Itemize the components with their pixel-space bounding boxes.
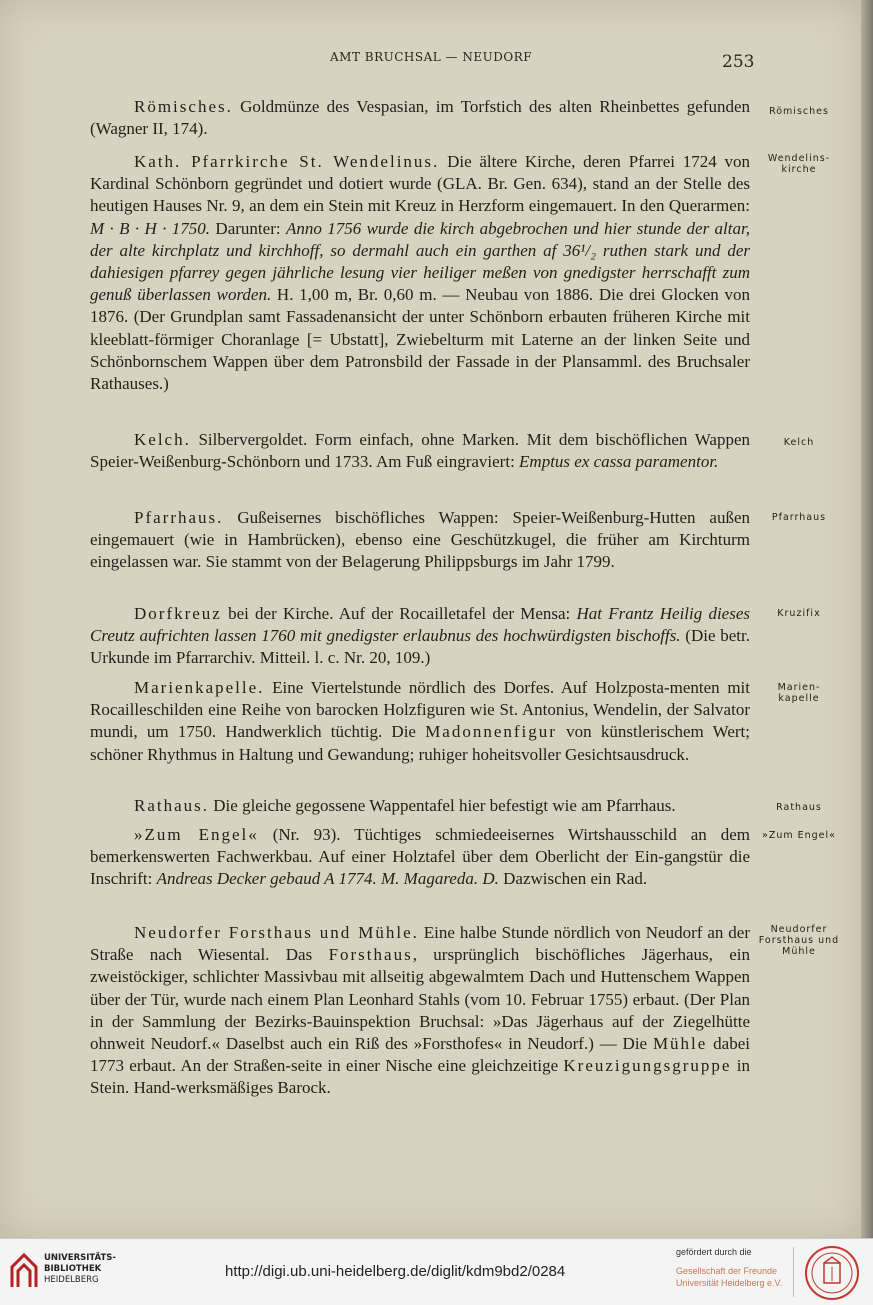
text-run: Goldmünze des Vespasian, im Torfstich des alten Rheinbettes gefunden (Wagner II, 174).: [90, 97, 750, 139]
italic-run: Anno 1756 wurde die kirch abgebrochen und hier stunde der altar, der alte kirchplatz und kirchhoff, so dermahl auch ein garthen af 36¹/₂ ruthen stark und der dahiesigen pfarrey gegen jährliche lesung vier heiliger meßen von gnedigster herrschafft zum genuß überlassen worden.: [90, 218, 750, 305]
spaced-run: Kath. Pfarrkirche St. Wendelinus.: [134, 152, 440, 171]
society-name: [676, 1265, 782, 1289]
text-run: (Die betr. Urkunde im Pfarrarchiv. Mitteil. l. c. Nr. 20, 109.): [90, 626, 750, 668]
funded-by-text: gefördert durch die: [676, 1247, 752, 1257]
italic-run: Andreas Decker gebaud A 1774. M. Magareda. D.: [156, 869, 499, 889]
text-run: Dazwischen ein Rad.: [498, 869, 648, 889]
italic-run: Emptus ex cassa paramentor.: [519, 452, 719, 472]
library-name: [44, 1253, 116, 1286]
library-name-line1: UNIVERSITÄTS-: [44, 1253, 116, 1263]
spaced-run: Forsthaus: [328, 945, 413, 965]
text-run: dabei 1773 erbaut. An der Straßen-seite in einer Nische eine gleichzeitige: [90, 1034, 750, 1076]
text-run: von künstlerischem Wert; schöner Rhythmus in Haltung und Gewandung; ruhiger hoheitsvoller Gesichtsausdruck.: [90, 722, 751, 764]
text-run: in Stein. Hand-werksmäßiges Barock.: [90, 1056, 750, 1098]
spaced-run: Römisches.: [134, 97, 233, 116]
library-name-line2: BIBLIOTHEK: [44, 1264, 102, 1274]
text-run: Gußeisernes bischöfliches Wappen: Speier-Weißenburg-Hutten außen eingemauert (wie in Hambrücken), ebenso eine Geschützkugel, die früher am Kirchturm eingelassen war. Sie stammt von der Belagerung Philippsburgs im Jahr 1799.: [90, 508, 750, 572]
text-run: bei der Kirche. Auf der Rocailletafel der Mensa:: [221, 604, 577, 623]
spaced-run: Mühle: [652, 1034, 708, 1054]
margin-note-forsthaus: Neudorfer Forsthaus und Mühle: [758, 924, 840, 957]
italic-run: M · B · H · 1750.: [90, 218, 211, 238]
society-name-line2: Universität Heidelberg e.V.: [676, 1278, 783, 1288]
university-seal-icon[interactable]: [804, 1245, 860, 1301]
footer-divider: [793, 1247, 794, 1297]
university-library-logo-icon[interactable]: [10, 1253, 38, 1289]
margin-note-kelch: Kelch: [783, 437, 815, 448]
spaced-run: Marienkapelle.: [134, 678, 265, 697]
margin-note-zum-engel: »Zum Engel«: [762, 830, 836, 841]
paragraph-rathaus: [90, 795, 750, 817]
spaced-run: Neudorfer Forsthaus und Mühle.: [134, 923, 419, 942]
library-name-line3: HEIDELBERG: [44, 1275, 99, 1285]
paragraph-forsthaus: [90, 922, 750, 1100]
margin-note-wendelinskirche: Wendelins-kirche: [767, 153, 831, 175]
paragraph-zum-engel: [90, 824, 750, 891]
margin-note-marienkapelle: Marien-kapelle: [777, 682, 821, 704]
spaced-run: Madonnenfigur: [425, 722, 557, 742]
text-run: Eine Viertelstunde nördlich des Dorfes. Auf Holzposta-menten mit Rocailleschilden eine Reihe von barocken Holzfiguren wie St. Antonius, Wendelin, der Salvator mundi, um 1750. Handwerklich tüchtig. Die: [90, 678, 750, 742]
text-run: Die ältere Kirche, deren Pfarrei 1724 von Kardinal Schönborn gegründet und dotiert wurde (GLA. Br. Gen. 634), stand an der Stelle des heutigen Hauses Nr. 9, an dem ein Stein mit Kreuz in Herzform eingemauert. In den Querarmen:: [90, 152, 751, 216]
margin-note-pfarrhaus: Pfarrhaus: [771, 512, 827, 523]
spaced-run: Kelch.: [134, 430, 191, 449]
running-head: AMT BRUCHSAL — NEUDORF: [330, 50, 533, 64]
society-name-line1: Gesellschaft der Freunde: [676, 1266, 778, 1276]
paragraph-pfarrkirche: [90, 151, 750, 395]
footer-bar: [0, 1238, 873, 1305]
spaced-run: Pfarrhaus.: [134, 508, 224, 527]
paragraph-kelch: [90, 429, 750, 473]
text-run: , ursprünglich bischöfliches Jägerhaus, ein zweistöckiger, schlichter Massivbau mit allseitig abgewalmtem Dach und Huttenschem Wappen über der Tür, wurde nach einem Plan Leonhard Stahls (vom 10. Februar 1755) erbaut. (Der Plan in der Sammlung der Bezirks-Bauinspektion Bruchsal: »Das Jägerhaus auf der Ziegelhütte ohnweit Neudorf.« Daselbst auch ein Riß des »Forsthofes« in Neudorf.) — Die: [90, 945, 750, 1054]
paragraph-roemisches: [90, 96, 750, 140]
italic-run: Hat Frantz Heilig dieses Creutz aufrichten lassen 1760 mit gnedigster erlaubnus des hochwürdigsten bischoffs.: [90, 604, 750, 646]
document-url-link[interactable]: http://digi.ub.uni-heidelberg.de/diglit/kdm9bd2/0284: [225, 1263, 566, 1280]
text-run: Darunter:: [210, 218, 286, 238]
paragraph-dorfkreuz: [90, 603, 750, 670]
text-run: Die gleiche gegossene Wappentafel hier befestigt wie am Pfarrhaus.: [209, 796, 676, 815]
text-run: H. 1,00 m, Br. 0,60 m. — Neubau von 1886. Die drei Glocken von 1876. (Der Grundplan samt Fassadenansicht der unter Schönborn erbauten früheren Kirche mit kleeblatt-förmiger Choranlage [= Ubstatt], Zwiebelturm mit Laterne an der linken Seite und Schönbornschem Wappen über dem Patronsbild der Fassade in der Plansamml. des Bruchsaler Rathauses.): [90, 285, 751, 394]
page-edge-shadow: [861, 0, 873, 1238]
paragraph-marienkapelle: [90, 677, 750, 766]
margin-note-roemisches: Römisches: [769, 106, 829, 117]
text-run: Silbervergoldet. Form einfach, ohne Marken. Mit dem bischöflichen Wappen Speier-Weißenburg-Schönborn und 1733. Am Fuß eingraviert:: [90, 430, 750, 472]
spaced-run: Rathaus.: [134, 796, 210, 815]
text-run: Eine halbe Stunde nördlich von Neudorf an der Straße nach Wiesental. Das: [90, 923, 750, 965]
margin-note-rathaus: Rathaus: [776, 802, 822, 813]
spaced-run: »Zum Engel«: [134, 825, 259, 844]
spaced-run: Dorfkreuz: [134, 604, 222, 623]
margin-note-kruzifix: Kruzifix: [777, 608, 821, 619]
paragraph-pfarrhaus: [90, 507, 750, 574]
text-run: (Nr. 93). Tüchtiges schmiedeeisernes Wirtshausschild an dem bemerkenswerten Fachwerkbau. Auf einer Holztafel über dem Oberlicht der Ein-gangstür die Inschrift:: [90, 825, 750, 889]
spaced-run: Kreuzigungsgruppe: [563, 1056, 732, 1076]
page-number: 253: [722, 52, 755, 72]
